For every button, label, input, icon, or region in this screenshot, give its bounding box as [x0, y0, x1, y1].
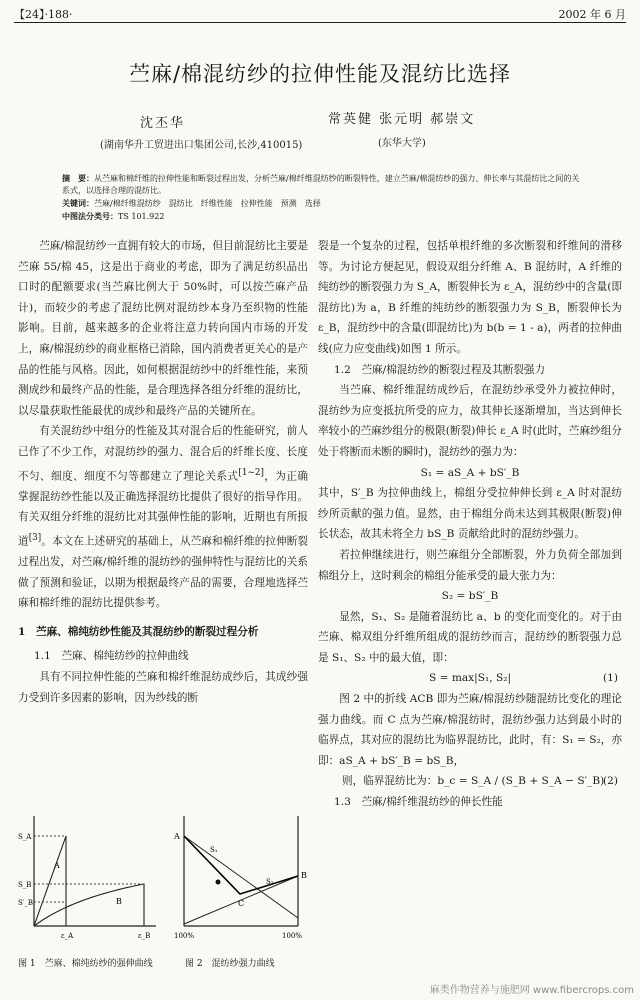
equation-2-number: (2) [602, 775, 618, 788]
equation-1-body: S = max|S₁, S₂| [428, 672, 512, 685]
figure-1 [16, 808, 161, 948]
label-b: B [116, 897, 122, 906]
figure-1-caption: 图 1 苎麻、棉纯纺纱的强伸曲线 [18, 959, 153, 969]
right-paragraph-3: 其中，S′_B 为拉伸曲线上，棉组分受拉伸伸长到 ε_A 时对混纺纱所贡献的强力值。显然，由于棉组分尚未达到其极限(断裂)伸长状态，故其未将全力 bS_B 贡献给此时的混纺纱强力。 [318, 487, 622, 541]
abstract-text: 从苎麻和棉纤维的拉伸性能和断裂过程出发，分析苎麻/棉纤维混纺纱的断裂特性，建立苎麻/棉混纺纱的强力、伸长率与其混纺比之间的关系式，以选择合理的混纺比。 [62, 174, 580, 195]
figure-2 [170, 808, 315, 948]
label-sb: S_B [18, 881, 32, 889]
label-sa: S_A [18, 833, 32, 841]
intro-p2-text-a: 有关混纺纱中组分的性能及其对混合后的性能研究，前人已作了不少工作，对混纺纱的强力、混合后的纤维长度、长度不匀、细度、细度不匀等都建立了理论关系式 [18, 425, 308, 483]
abstract-block [62, 172, 580, 223]
label-s1: S₁ [210, 846, 218, 854]
figure-2-plot [170, 808, 315, 948]
label-ea: ε_A [61, 932, 74, 940]
label-eb: ε_B [138, 932, 151, 940]
right-paragraph-5: 显然，S₁、S₂ 是随着混纺比 a、b 的变化而变化的。对于由苎麻、棉双组分纤维所组成的混纺纱而言，混纺纱的断裂强力总是 S₁、S₂ 中的最大值，即： [318, 610, 622, 664]
section-1-3-heading: 1.3 苎麻/棉纤维混纺纱的伸长性能 [334, 796, 503, 809]
right-paragraph-1: 裂是一个复杂的过程，包括单根纤维的多次断裂和纤维间的滑移等。为讨论方便起见，假设双组分纤维 A、B 混纺时，A 纤维的纯纺纱的断裂强力为 S_A，断裂伸长为 ε_A，混纺纱中的含量(即混纺比)为 a，B 纤维的纯纺纱的断裂强力为 S_B，断裂伸长为 ε_B，混纺纱中的含量(即混纺比)为 b(b = 1 - a)，两者的拉伸曲线(应力应变曲线)如图 1 所示。 [318, 240, 622, 355]
author-2-affiliation: (东华大学) [378, 138, 426, 149]
keywords-text: 苎麻/棉纤维混纺纱 混纺比 纤维性能 拉伸性能 预测 选择 [94, 199, 321, 208]
citation-3: [3] [28, 532, 42, 543]
section-1-1-heading: 1.1 苎麻、棉纯纺纱的拉伸曲线 [34, 650, 189, 663]
intro-p2-text-c: 。本文在上述研究的基础上，从苎麻和棉纤维的拉伸断裂过程出发，对苎麻/棉纤维的混纺纱的强伸特性与混纺比的关系做了预测和验证，以期为根据最终产品的需要，合理地选择苎麻和棉纤维的混纺比提供参考。 [18, 535, 309, 610]
label-b2: B [301, 871, 307, 880]
section-1-1-paragraph: 具有不同拉伸性能的苎麻和棉纤维混纺成纱后，其成纱强力受到许多因素的影响，因为纱线的断 [18, 670, 308, 704]
right-column [318, 236, 622, 813]
watermark: 麻类作物营养与施肥网 www.fibercrops.com [429, 985, 634, 996]
figure-1-plot [16, 808, 161, 948]
polyline-acb [184, 836, 298, 894]
label-s2: S₂ [266, 878, 274, 886]
equation-2 [318, 771, 622, 792]
issue-date: 2002 年 6 月 [558, 8, 626, 21]
author-1-affiliation: (湖南华升工贸进出口集团公司,长沙,410015) [100, 140, 303, 151]
left-column [18, 236, 308, 708]
page-number: 【24】·188· [14, 8, 73, 21]
label-c: C [238, 899, 245, 908]
label-x1: 100% [282, 932, 303, 940]
equation-s1: S₁ = aS_A + bS′_B [420, 466, 520, 479]
intro-paragraph-2 [18, 421, 308, 613]
cotton-curve-b [34, 884, 144, 926]
intro-p2-text-b: ，为正确掌握混纺纱性能以及正确选择混纺比提供了很好的指导作用。有关双组分纤维的混纺比对其强伸性能的影响，近期也有所报道 [18, 470, 308, 548]
label-x0: 100% [174, 932, 195, 940]
label-sb-prime: S′_B [18, 899, 34, 907]
intro-paragraph-1: 苎麻/棉混纺纱一直拥有较大的市场，但目前混纺比主要是苎麻 55/棉 45，这是出于商业的考虑，即为了满足纺织品出口时的配额要求(当苎麻比例大于 50%时，可以按苎麻产品计)，而较少的考虑了混纺比例对混纺纱本身乃至织物的性能影响。目前，越来越多的企业将注意力转向国内市场的开发上，麻/棉混纺纱的商业框格已消除，国内消费者更关心的是产品的性能与风格。因此，如何根据混纺纱中的纤维性能，来预测成纱和最终产品的性能，是合理选择各组分纤维的混纺比，以尽量获取性能最优的成纱和最终产品的关键所在。 [18, 240, 308, 417]
author-2-names: 常英健 张元明 郝崇文 [328, 112, 476, 127]
running-header [14, 4, 626, 23]
equation-2-body: 则，临界混纺比为：b_c = S_A / (S_B + S_A − S′_B) [342, 775, 605, 788]
keywords-label: 关键词： [62, 198, 94, 208]
right-paragraph-6: 图 2 中的折线 ACB 即为苎麻/棉混纺纱随混纺比变化的理论强力曲线。而 C 点为苎麻/棉混纺时，混纺纱强力达到最小时的临界点，其对应的混纺比为临界混纺比，此时，有：S₁ = S₂，亦即：aS_A + bS′_B = bS_B， [318, 693, 622, 767]
abstract-label: 摘 要： [62, 173, 94, 183]
right-paragraph-2: 当苎麻、棉纤维混纺成纱后，在混纺纱承受外力被拉伸时，混纺纱为应变抵抗所受的应力，故其伸长逐渐增加，当达到伸长率较小的苎麻纱组分的极限(断裂)伸长 ε_A 时(此时，苎麻纱组分处于将断而未断的瞬时)，混纺纱的强力为： [318, 384, 622, 458]
paper-title: 苎麻/棉混纺纱的拉伸性能及混纺比选择 [128, 62, 512, 86]
section-1-heading: 1 苎麻、棉纯纺纱性能及其混纺纱的断裂过程分析 [18, 625, 259, 638]
clc-code: TS 101.922 [118, 212, 165, 221]
equation-1-number: (1) [602, 672, 618, 685]
equation-1 [318, 668, 622, 689]
ramie-curve-a [34, 836, 66, 926]
author-1-name: 沈丕华 [140, 116, 186, 131]
figure-2-caption: 图 2 混纺纱强力曲线 [185, 959, 275, 969]
right-paragraph-4: 若拉伸继续进行，则苎麻组分全部断裂，外力负荷全部加到棉组分上，这时剩余的棉组分能承受的最大张力为： [318, 548, 622, 582]
clc-label: 中图法分类号： [62, 211, 118, 221]
section-1-2-heading: 1.2 苎麻/棉混纺纱的断裂过程及其断裂强力 [334, 363, 546, 376]
label-a: A [54, 861, 60, 870]
label-a2: A [174, 832, 180, 841]
equation-s2: S₂ = bS′_B [441, 590, 499, 603]
citation-1-2: [1~2] [238, 467, 264, 478]
